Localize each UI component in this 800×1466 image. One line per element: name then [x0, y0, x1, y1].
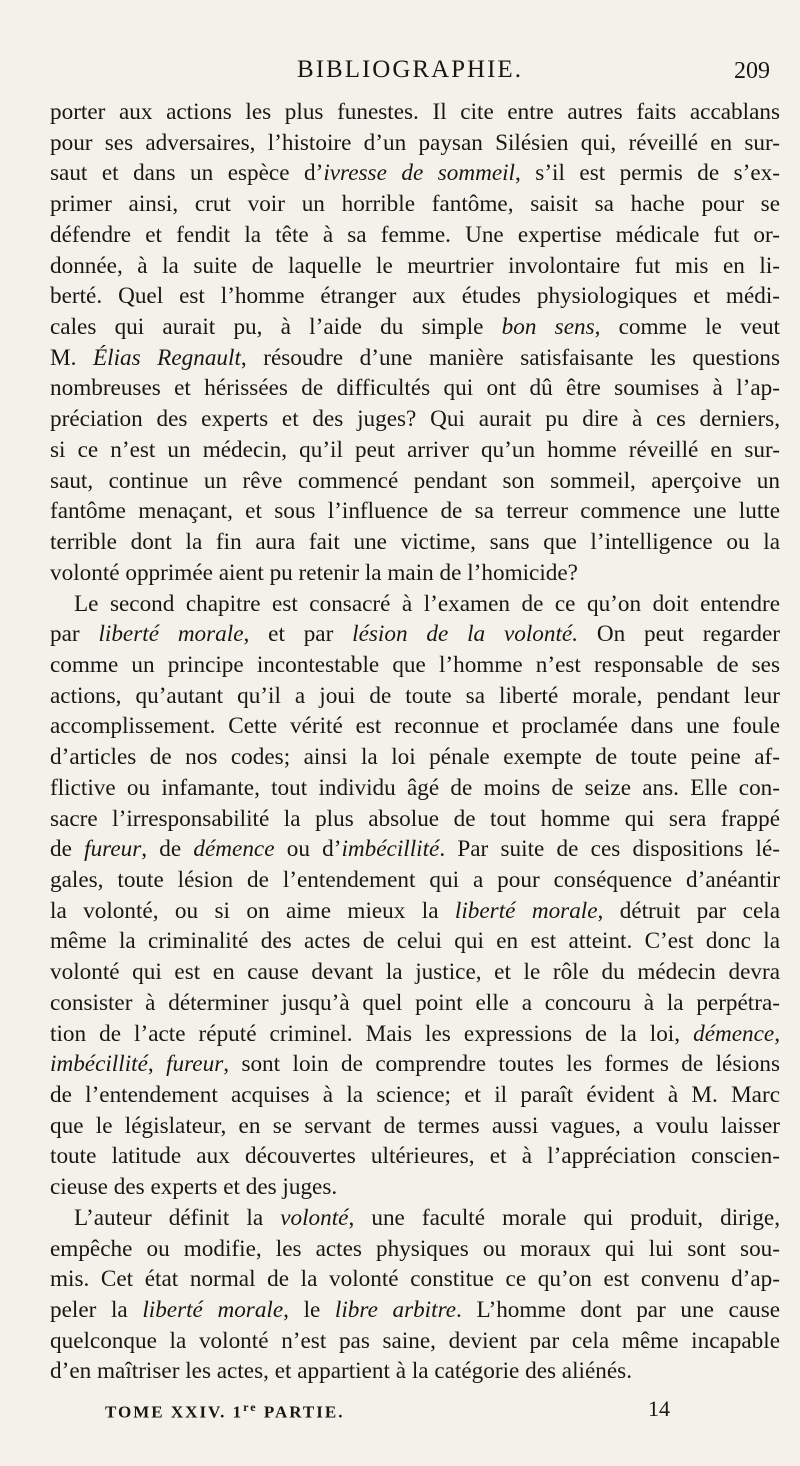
italic-run: Élias Regnault [92, 344, 241, 371]
text-run: comme un principe incontestable que l’homme n’est responsable de ses [50, 651, 780, 678]
text-run: de l’entendement acquises à la science; et il paraît évident à M. Marc [50, 1082, 780, 1108]
text-line [50, 158, 780, 189]
part-ordinal: 1 [232, 1402, 244, 1422]
text-run: par [50, 621, 99, 648]
text-run: saut et dans un espèce d’ [50, 160, 324, 187]
text-run: d’articles de nos codes; ainsi la loi pénale exempte de toute peine af- [50, 744, 780, 771]
text-run: berté. Quel est l’homme étranger aux études physiologiques et médi- [50, 283, 780, 310]
text-line [50, 220, 780, 251]
text-line [50, 343, 780, 374]
text-line [50, 128, 780, 159]
page-number: 209 [734, 58, 770, 84]
text-line [50, 650, 780, 681]
text-run: que le législateur, en se servant de termes aussi vagues, a voulu laisser [50, 1112, 780, 1139]
text-run: volonté opprimée aient pu retenir la main de l’homicide? [50, 559, 578, 586]
text-run: si ce n’est un médecin, qu’il peut arriver qu’un homme réveillé en sur- [50, 436, 780, 463]
text-line [50, 957, 780, 988]
italic-run: liberté morale [98, 621, 244, 648]
text-line [50, 558, 780, 589]
text-run: accomplissement. Cette vérité est reconnue et proclamée dans une foule [50, 713, 780, 740]
italic-run: démence, [693, 1020, 780, 1047]
text-line [50, 681, 780, 712]
text-run: porter aux actions les plus funestes. Il cite entre autres faits accablans [50, 99, 780, 125]
text-run: . L’homme dont par une cause [456, 1297, 780, 1324]
text-run: défendre et fendit la tête à sa femme. Une expertise médicale fut or- [50, 221, 780, 248]
text-line [50, 97, 780, 128]
text-line [50, 1203, 780, 1234]
text-line [50, 1326, 780, 1357]
text-line [50, 834, 780, 865]
text-run: , comme le veut [594, 314, 780, 341]
text-line [50, 435, 780, 466]
text-run: flictive ou infamante, tout individu âgé de moins de seize ans. Elle con- [50, 774, 780, 801]
italic-run: imbécillité [341, 836, 440, 863]
text-line [50, 404, 780, 435]
italic-run: ivresse de sommeil [323, 160, 516, 187]
text-run: peler la [50, 1297, 143, 1324]
text-run: saut, continue un rêve commencé pendant son sommeil, aperçoive un [50, 467, 780, 494]
part-label: PARTIE. [263, 1402, 345, 1422]
text-line [50, 1019, 780, 1050]
text-line [50, 711, 780, 742]
italic-run: imbécillité [50, 1051, 148, 1078]
text-line [50, 1264, 780, 1295]
italic-run: fureur [166, 1051, 224, 1078]
text-line [50, 988, 780, 1019]
text-line [50, 1049, 780, 1080]
italic-run: bon sens [501, 314, 595, 341]
text-run: tion de l’acte réputé criminel. Mais les expressions de la loi, [50, 1020, 694, 1047]
text-run: primer ainsi, crut voir un horrible fantôme, saisit sa hache pour se [50, 191, 780, 218]
italic-run: lésion de la volonté. [352, 621, 579, 648]
text-run: , de [141, 836, 194, 863]
text-line [50, 896, 780, 927]
text-run: consister à déterminer jusqu’à quel point elle a concouru à la perpétra- [50, 989, 780, 1016]
text-run: ou d’ [274, 836, 342, 863]
text-run: , détruit par cela [597, 897, 780, 924]
text-line [50, 281, 780, 312]
text-run: sacre l’irresponsabilité la plus absolue de tout homme qui sera frappé [50, 805, 780, 832]
part-superscript: re [243, 1400, 258, 1414]
text-run: L’auteur définit la [74, 1204, 281, 1231]
text-run: cieuse des experts et des juges. [50, 1174, 338, 1201]
text-line [50, 926, 780, 957]
text-line [50, 742, 780, 773]
page-header [50, 56, 770, 88]
text-line [50, 589, 780, 620]
text-run: terrible dont la fin aura fait une victime, sans que l’intelligence ou la [50, 529, 780, 556]
italic-run: liberté morale [454, 897, 598, 924]
text-line [50, 466, 780, 497]
text-line [50, 1141, 780, 1172]
text-run: . Par suite de ces dispositions lé- [439, 836, 780, 863]
text-line [50, 1172, 780, 1203]
text-run: actions, qu’autant qu’il a joui de toute sa liberté morale, pendant leur [50, 682, 780, 709]
italic-run: fureur [84, 836, 142, 863]
text-line [50, 865, 780, 896]
text-run: M. [50, 344, 93, 371]
text-run: préciation des experts et des juges? Qui aurait pu dire à ces derniers, [50, 406, 780, 433]
text-run: gales, toute lésion de l’entendement qui a pour conséquence d’anéantir [50, 866, 780, 893]
volume-label: TOME XXIV. [105, 1402, 227, 1422]
text-run: On peut regarder [578, 621, 780, 648]
text-run: donnée, à la suite de laquelle le meurtrier involontaire fut mis en li- [50, 252, 780, 279]
text-line [50, 1111, 780, 1142]
text-line [50, 373, 780, 404]
text-run: cales qui aurait pu, à l’aide du simple [50, 314, 502, 341]
text-line [50, 804, 780, 835]
text-line [50, 619, 780, 650]
text-run: toute latitude aux découvertes ultérieures, et à l’appréciation conscien- [50, 1143, 780, 1170]
text-run: même la criminalité des actes de celui qui en est atteint. C’est donc la [50, 928, 780, 955]
text-run: d’en maîtriser les actes, et appartient à la catégorie des aliénés. [50, 1358, 632, 1385]
text-line [50, 773, 780, 804]
body-text [50, 97, 780, 1387]
text-run: mis. Cet état normal de la volonté constitue ce qu’on est convenu d’ap- [50, 1266, 780, 1293]
text-line [50, 527, 780, 558]
signature-mark: 14 [648, 1396, 670, 1421]
text-line [50, 1356, 780, 1387]
text-line [50, 1295, 780, 1326]
text-run: , [147, 1051, 167, 1078]
text-line [50, 189, 780, 220]
text-run: , le [283, 1297, 335, 1324]
italic-run: démence [193, 836, 275, 863]
italic-run: volonté [280, 1204, 349, 1231]
text-run: pour ses adversaires, l’histoire d’un paysan Silésien qui, réveillé en sur- [50, 129, 780, 156]
text-run: , et par [243, 621, 353, 648]
text-line [50, 1234, 780, 1265]
text-run: quelconque la volonté n’est pas saine, devient par cela même incapable [50, 1327, 780, 1354]
text-run: , s’il est permis de s’ex- [515, 160, 780, 187]
text-run: nombreuses et hérissées de difficultés qui ont dû être soumises à l’ap- [50, 375, 780, 402]
italic-run: libre arbitre [334, 1297, 457, 1324]
text-run: fantôme menaçant, et sous l’influence de sa terreur commence une lutte [50, 498, 780, 525]
text-run: la volonté, ou si on aime mieux la [50, 897, 455, 924]
text-run: empêche ou modifie, les actes physiques ou moraux qui lui sont sou- [50, 1235, 780, 1262]
text-run: , résoudre d’une manière satisfaisante les questions [240, 344, 780, 371]
text-run: volonté qui est en cause devant la justice, et le rôle du médecin devra [50, 959, 780, 986]
text-line [50, 312, 780, 343]
text-run: de [50, 836, 85, 863]
italic-run: liberté morale [142, 1297, 284, 1324]
text-run: , sont loin de comprendre toutes les formes de lésions [223, 1051, 780, 1078]
text-line [50, 251, 780, 282]
text-line [50, 496, 780, 527]
running-title: BIBLIOGRAPHIE. [297, 56, 523, 83]
volume-mark [105, 1400, 344, 1423]
text-run: , une faculté morale qui produit, dirige, [348, 1204, 780, 1231]
page-footer [105, 1396, 670, 1424]
text-run: Le second chapitre est consacré à l’examen de ce qu’on doit entendre [74, 590, 780, 617]
text-line [50, 1080, 780, 1111]
